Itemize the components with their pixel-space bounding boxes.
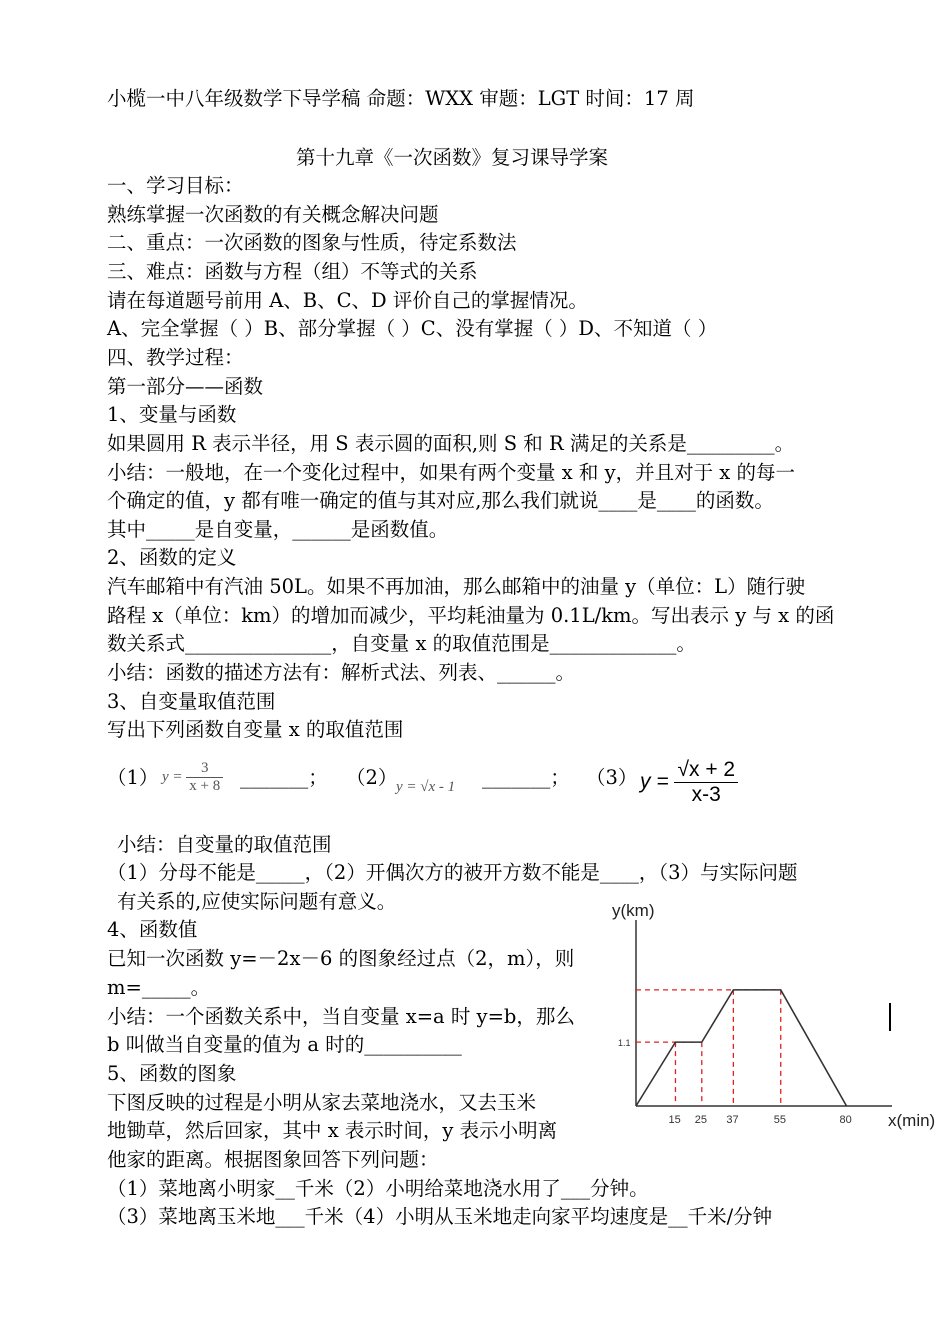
- exercise-2-blank: _______；: [482, 766, 570, 789]
- exercise-3-label: （3）: [586, 766, 638, 789]
- topic-4-heading: 4、函数值: [107, 918, 198, 941]
- distance-time-graph: [600, 895, 936, 1135]
- summary-domain: 小结：自变量的取值范围: [117, 833, 332, 856]
- y-axis-label: y(km): [612, 901, 655, 920]
- exercise-1-formula: [162, 760, 223, 795]
- exercise-1-denominator: x + 8: [189, 778, 221, 794]
- summary-function-value-2: b 叫做当自变量的值为 a 时的__________: [107, 1033, 462, 1056]
- graph-subquestions-1: （1）菜地离小明家__千米（2）小明给菜地浇水用了___分钟。: [107, 1177, 649, 1200]
- question-fuel-2: 路程 x（单位：km）的增加而减少，平均耗油量为 0.1L/km。写出表示 y 与 x 的函: [107, 604, 835, 627]
- topic-3-heading: 3、自变量取值范围: [107, 690, 276, 713]
- distance-line: [636, 990, 847, 1106]
- self-eval-options: A、完全掌握（ ）B、部分掌握（ ）C、没有掌握（ ）D、不知道（ ）: [107, 317, 718, 340]
- exercise-1-label: （1）: [107, 766, 159, 789]
- y-tick-label: 1.1: [618, 1038, 631, 1049]
- question-fuel-1: 汽车邮箱中有汽油 50L。如果不再加油，那么邮箱中的油量 y（单位：L）随行驶: [107, 575, 806, 598]
- header-line: 小榄一中八年级数学下导学稿 命题：WXX 审题：LGT 时间：17 周: [107, 87, 695, 110]
- section-difficulties: 三、难点：函数与方程（组）不等式的关系: [107, 260, 478, 283]
- graph-question-1: 下图反映的过程是小明从家去菜地浇水，又去玉米: [107, 1091, 537, 1114]
- summary-representations: 小结：函数的描述方法有：解析式法、列表、______。: [107, 661, 576, 684]
- summary-line-2: 个确定的值，y 都有唯一确定的值与其对应,那么我们就说____是____的函数。: [107, 489, 774, 512]
- part-one-heading: 第一部分——函数: [107, 375, 264, 398]
- topic-2-heading: 2、函数的定义: [107, 546, 237, 569]
- section-key-points: 二、重点：一次函数的图象与性质，待定系数法: [107, 231, 517, 254]
- x-tick-label-15: 15: [668, 1114, 681, 1126]
- question-function-value-2: m=_____。: [107, 976, 211, 999]
- graph-subquestions-2: （3）菜地离玉米地___千米（4）小明从玉米地走向家平均速度是__千米/分钟: [107, 1205, 773, 1228]
- exercise-2-formula: y = √x - 1: [396, 779, 456, 795]
- topic-5-heading: 5、函数的图象: [107, 1062, 237, 1085]
- graph-question-3: 他家的距离。根据图象回答下列问题：: [107, 1148, 439, 1171]
- exercise-1-numerator: 3: [186, 760, 223, 778]
- x-tick-label-55: 55: [773, 1114, 786, 1126]
- question-function-value-1: 已知一次函数 y=－2x－6 的图象经过点（2，m），则: [107, 947, 575, 970]
- page-title: 第十九章《一次函数》复习课导学案: [296, 146, 609, 169]
- topic-1-heading: 1、变量与函数: [107, 403, 237, 426]
- x-tick-label-25: 25: [694, 1114, 708, 1126]
- exercise-1-lhs: y =: [162, 768, 183, 785]
- x-tick-label-80: 80: [839, 1114, 852, 1126]
- x-tick-label-37: 37: [726, 1114, 739, 1126]
- question-circle-area: 如果圆用 R 表示半径，用 S 表示圆的面积,则 S 和 R 满足的关系是_________。: [107, 432, 795, 455]
- question-fuel-3: 数关系式_______________，自变量 x 的取值范围是_____________。: [107, 632, 696, 655]
- exercise-2-label: （2）: [346, 766, 398, 789]
- graph-question-2: 地锄草，然后回家，其中 x 表示时间，y 表示小明离: [107, 1119, 558, 1142]
- summary-line-1: 小结：一般地，在一个变化过程中，如果有两个变量 x 和 y，并且对于 x 的每一: [107, 461, 796, 484]
- summary-function-value-1: 小结：一个函数关系中，当自变量 x=a 时 y=b，那么: [107, 1005, 575, 1028]
- exercise-3-denominator: x-3: [691, 783, 721, 806]
- x-axis-label: x(min): [888, 1111, 936, 1130]
- exercise-3-lhs: y =: [640, 770, 669, 794]
- exercise-3-numerator: √x + 2: [674, 758, 738, 783]
- exercise-1-blank: _______；: [240, 766, 328, 789]
- domain-instruction: 写出下列函数自变量 x 的取值范围: [107, 718, 404, 741]
- summary-line-3: 其中_____是自变量，______是函数值。: [107, 518, 449, 541]
- goal-text: 熟练掌握一次函数的有关概念解决问题: [107, 203, 439, 226]
- domain-rules-1: （1）分母不能是_____，（2）开偶次方的被开方数不能是____，（3）与实际问题: [107, 861, 798, 884]
- self-eval-instruction: 请在每道题号前用 A、B、C、D 评价自己的掌握情况。: [107, 289, 588, 312]
- section-process: 四、教学过程：: [107, 346, 244, 369]
- section-goals: 一、学习目标：: [107, 174, 244, 197]
- domain-rules-2: 有关系的,应使实际问题有意义。: [117, 890, 397, 913]
- exercise-3-formula: [640, 758, 738, 807]
